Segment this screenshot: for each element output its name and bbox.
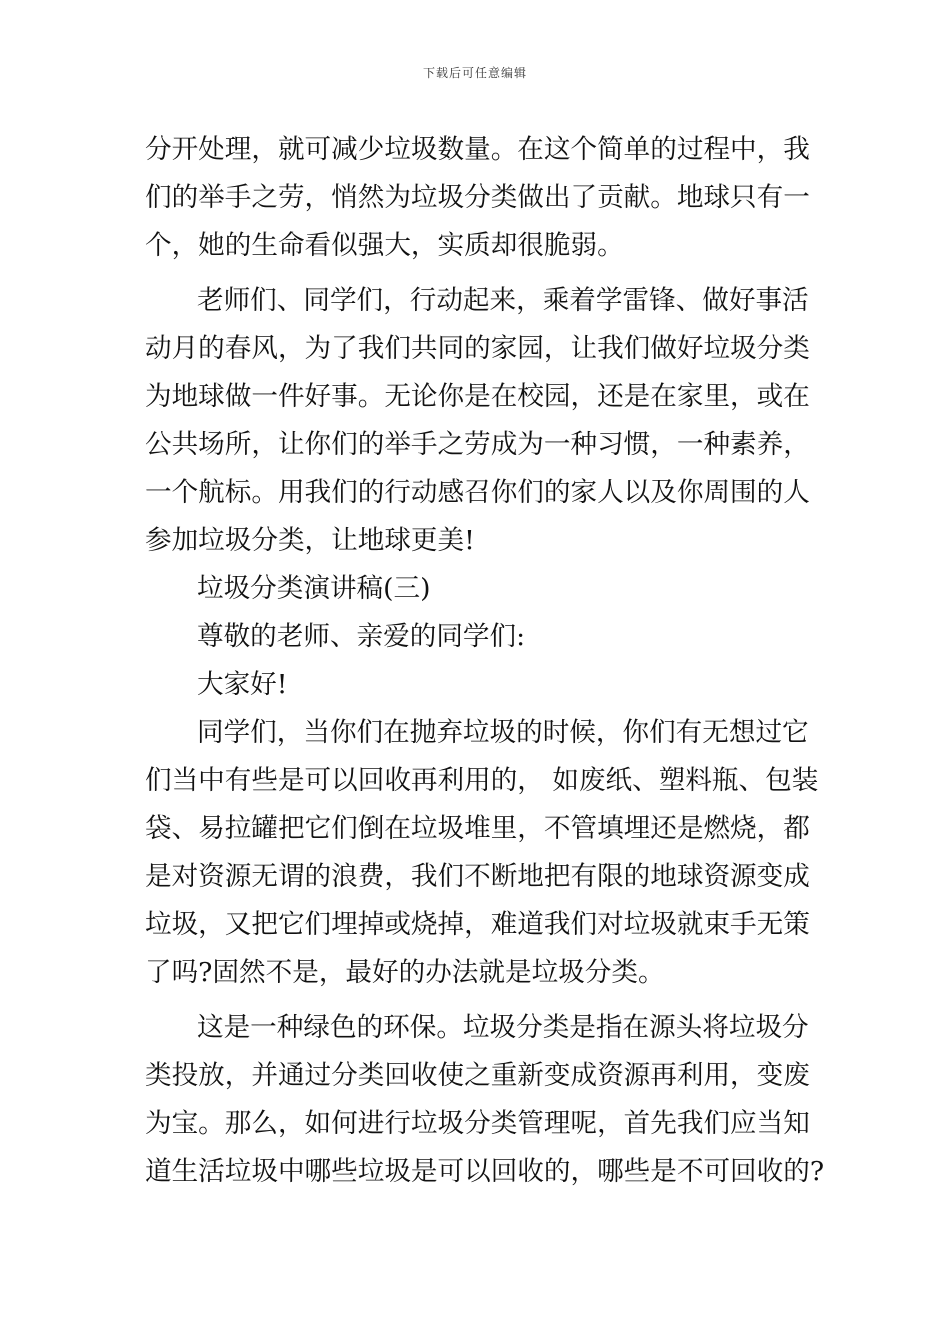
text-line: 垃圾，又把它们埋掉或烧掉，难道我们对垃圾就束手无策 (145, 909, 810, 940)
text-line: 为地球做一件好事。无论你是在校园，还是在家里，或在 (145, 381, 810, 412)
greeting: 大家好! (197, 669, 288, 700)
text-line: 公共场所，让你们的举手之劳成为一种习惯，一种素养， (145, 429, 810, 460)
text-line: 动月的春风，为了我们共同的家园，让我们做好垃圾分类 (145, 333, 810, 364)
page-header: 下载后可任意编辑 (422, 66, 527, 80)
text-line: 了吗?固然不是，最好的办法就是垃圾分类。 (145, 957, 665, 988)
text-line: 袋、易拉罐把它们倒在垃圾堆里，不管填埋还是燃烧，都 (145, 813, 810, 844)
text-line: 个，她的生命看似强大，实质却很脆弱。 (145, 230, 624, 261)
text-line: 是对资源无谓的浪费，我们不断地把有限的地球资源变成 (145, 861, 810, 892)
text-line: 道生活垃圾中哪些垃圾是可以回收的，哪些是不可回收的? (145, 1156, 825, 1187)
text-line: 分开处理，就可减少垃圾数量。在这个简单的过程中，我 (145, 134, 810, 165)
text-line: 参加垃圾分类，让地球更美! (145, 525, 475, 556)
text-line: 这是一种绿色的环保。垃圾分类是指在源头将垃圾分 (197, 1012, 809, 1043)
section-title: 垃圾分类演讲稿(三) (197, 573, 431, 604)
text-line: 为宝。那么，如何进行垃圾分类管理呢，首先我们应当知 (145, 1108, 810, 1139)
text-line: 同学们，当你们在抛弃垃圾的时候，你们有无想过它 (197, 717, 809, 748)
text-line: 老师们、同学们，行动起来，乘着学雷锋、做好事活 (197, 285, 809, 316)
text-line: 类投放，并通过分类回收使之重新变成资源再利用，变废 (145, 1060, 810, 1091)
text-line: 一个航标。用我们的行动感召你们的家人以及你周围的人 (145, 477, 810, 508)
document-body (145, 126, 825, 1196)
text-line: 们当中有些是可以回收再利用的， 如废纸、塑料瓶、包装 (145, 765, 819, 796)
text-line: 们的举手之劳，悄然为垃圾分类做出了贡献。地球只有一 (145, 182, 810, 213)
salutation: 尊敬的老师、亲爱的同学们: (197, 621, 526, 652)
